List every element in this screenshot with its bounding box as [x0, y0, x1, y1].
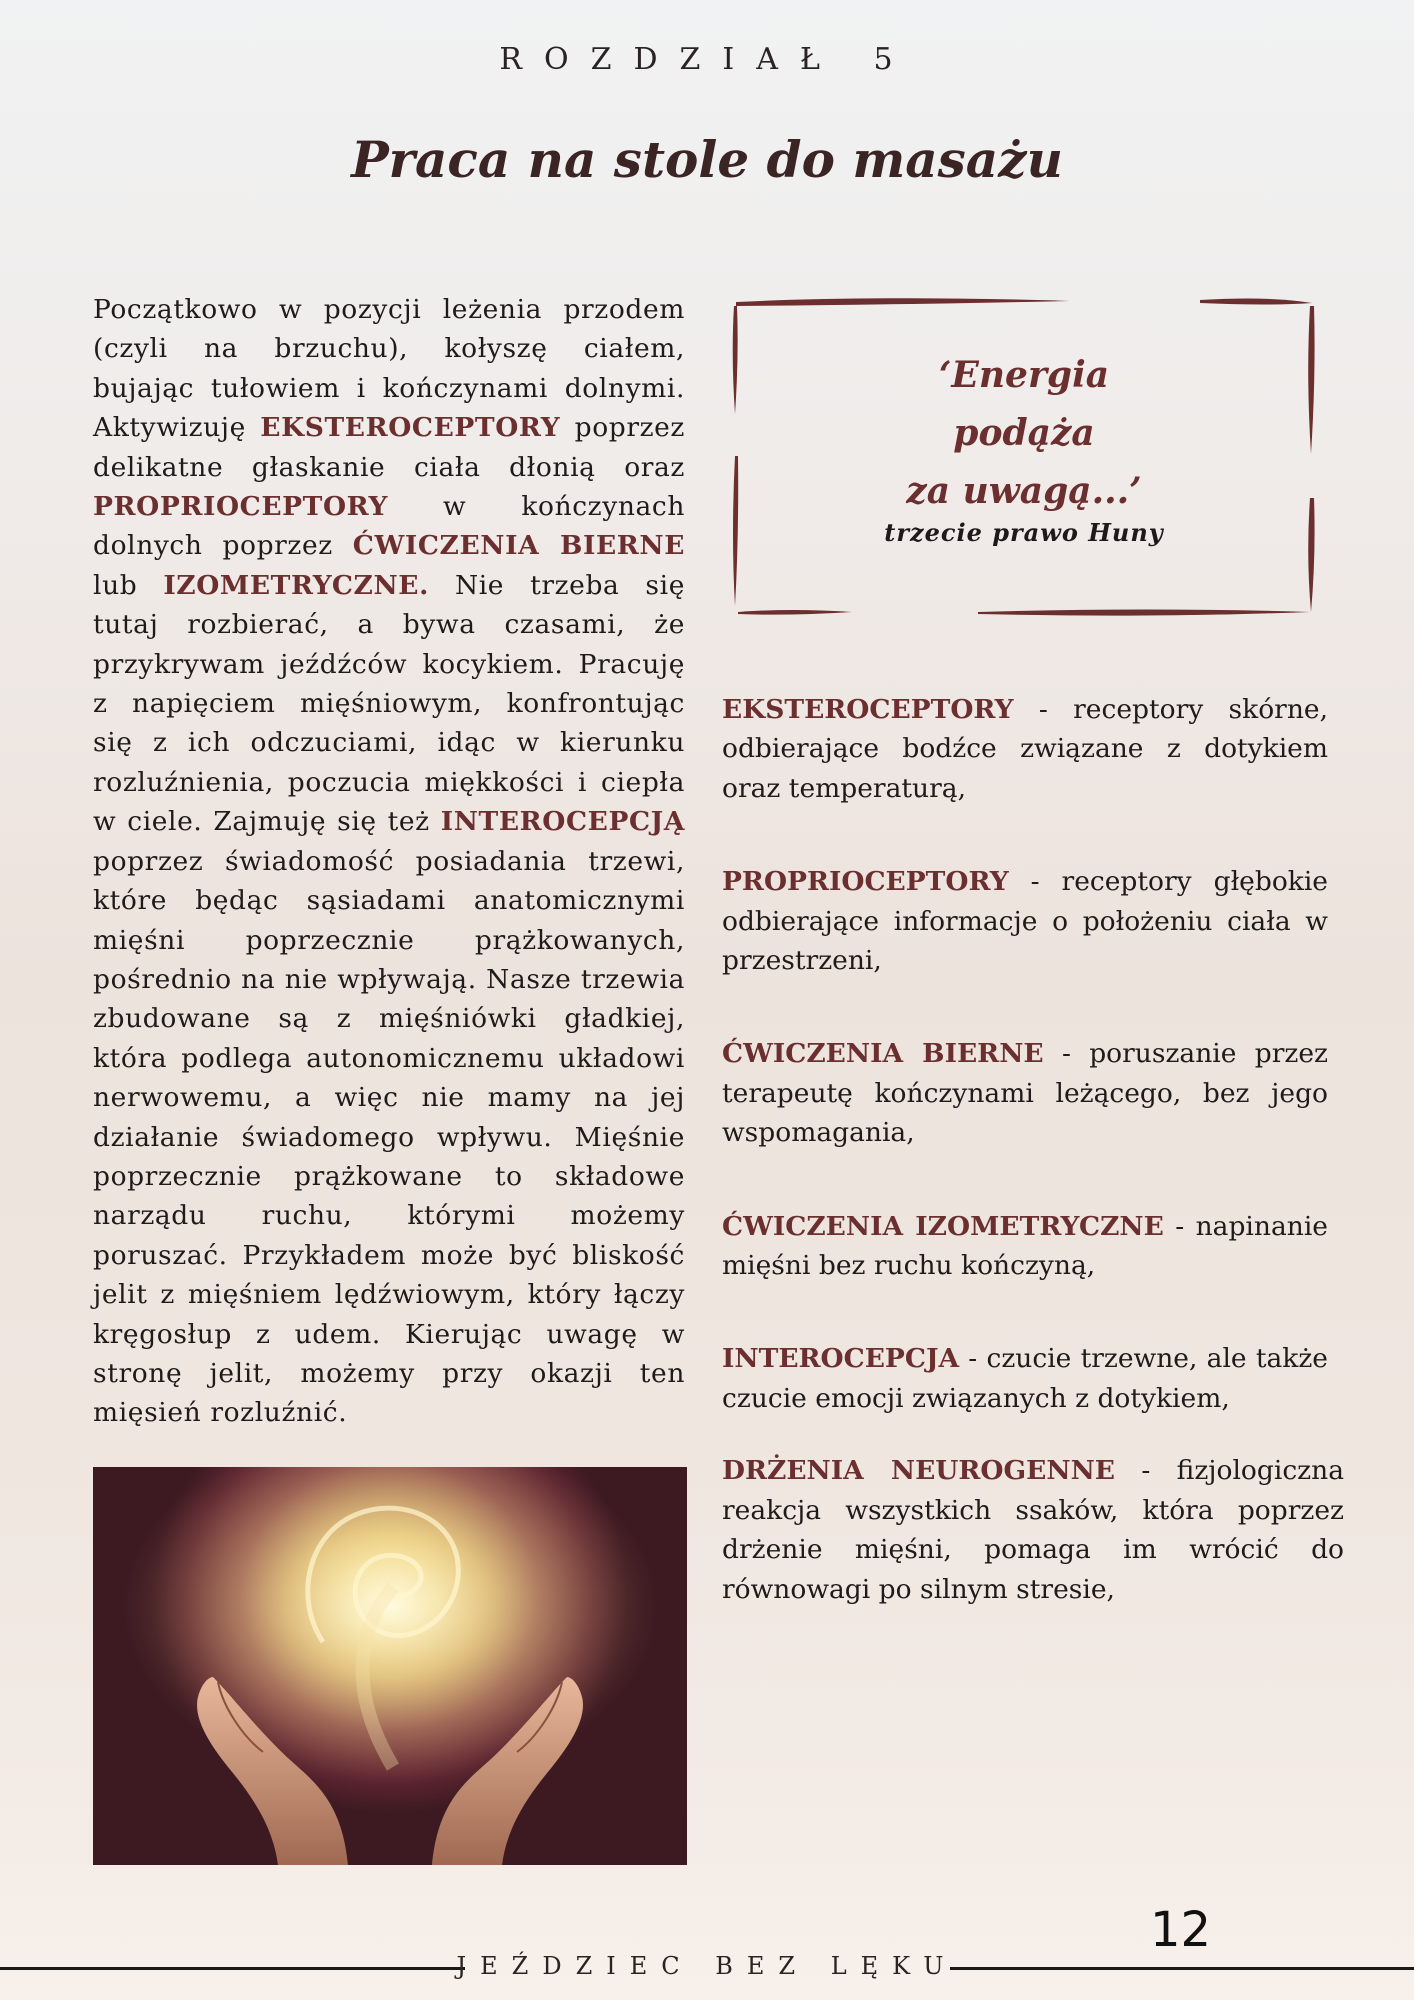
definition-item [722, 1207, 1328, 1286]
body-text: Nie trzeba się tutaj rozbierać, a bywa czasami, że przykrywam jeźdźców kocykiem. Pracuję z napięciem mięśniowym, konfrontując się z ich odczuciami, idąc w kierunku rozluźnienia, poczucia miękkości i ciepła w ciele. Zajmuję się też [93, 569, 685, 838]
body-text: poprzez świadomość posiadania trzewi, które będąc sąsiadami anatomicznymi mięśni poprzecznie prążkowanych, pośrednio na nie wpływają. Nasze trzewia zbudowane są z mięśniówki gładkiej, która podlega autonomicznemu układowi nerwowemu, a więc nie mamy na jej działanie świadomego wpływu. Mięśnie poprzecznie prążkowane to składowe narządu ruchu, którymi możemy poruszać. Przykładem może być bliskość jelit z mięśniem lędźwiowym, który łączy kręgosłup z udem. Kierując uwagę w stronę jelit, możemy przy okazji ten mięsień rozluźnić. [93, 845, 685, 1429]
definition-item [722, 1034, 1328, 1152]
term-interocepcja: INTEROCEPCJĄ [440, 806, 685, 838]
page-number: 12 [1150, 1902, 1212, 1958]
quote-line: za uwagą...’ [906, 470, 1142, 512]
quote-text [730, 346, 1318, 520]
chapter-heading: ROZDZIAŁ 5 [499, 42, 915, 77]
body-text: lub [93, 569, 164, 601]
term-izometryczne: IZOMETRYCZNE. [163, 569, 429, 601]
term-eksteroceptory: EKSTEROCEPTORY [260, 412, 561, 444]
body-text: poprzez delikatne głaskanie ciała dłonią oraz [93, 412, 685, 483]
term-cwiczenia-bierne: ĆWICZENIA BIERNE [352, 530, 685, 562]
definition-term: EKSTEROCEPTORY [722, 694, 1014, 725]
definition-item [722, 1339, 1328, 1418]
definition-text: - fizjologiczna reakcja wszystkich ssaków, która poprzez drżenie mięśni, pomaga im wrócić do równowagi po silnym stresie, [722, 1455, 1344, 1605]
definitions-list [722, 690, 1344, 1609]
definition-term: PROPRIOCEPTORY [722, 866, 1009, 898]
definition-term: INTEROCEPCJA [722, 1343, 960, 1375]
footer-book-title: JEŹDZIEC BEZ LĘKU [456, 1952, 958, 1980]
definition-term: DRŻENIA NEUROGENNE [722, 1455, 1115, 1487]
quote-box [730, 296, 1318, 620]
definition-item [722, 862, 1328, 980]
quote-source: trzecie prawo Huny [884, 518, 1164, 547]
quote-line: ‘Energia [938, 354, 1110, 396]
body-text: Początkowo w pozycji leżenia przodem (czyli na brzuchu), kołyszę ciałem, bujając tułowiem i kończynami dolnymi. Aktywizuję [93, 294, 685, 444]
energy-spiral-image [93, 1467, 687, 1865]
body-paragraph [93, 290, 685, 1433]
quote-line: podąża [953, 412, 1095, 454]
definition-item [722, 1451, 1344, 1609]
definition-term: ĆWICZENIA BIERNE [722, 1038, 1044, 1070]
definition-item [722, 690, 1328, 808]
term-proprioceptory: PROPRIOCEPTORY [93, 491, 389, 523]
definition-text: - receptory głębokie odbierające informacje o położeniu ciała w przestrzeni, [722, 866, 1328, 977]
definition-term: ĆWICZENIA IZOMETRYCZNE [722, 1210, 1164, 1242]
definition-text: - czucie trzewne, ale także czucie emocji związanych z dotykiem, [722, 1343, 1328, 1414]
page-title: Praca na stole do masażu [351, 130, 1063, 189]
body-text: w kończynach dolnych poprzez [93, 491, 685, 562]
definition-text: - napinanie mięśni bez ruchu kończyną, [722, 1210, 1328, 1282]
definition-text: - poruszanie przez terapeutę kończynami leżącego, bez jego wspomagania, [722, 1038, 1328, 1149]
definition-text: - receptory skórne, odbierające bodźce związane z dotykiem oraz temperaturą, [722, 694, 1328, 804]
hands-energy-photo [93, 1467, 687, 1865]
